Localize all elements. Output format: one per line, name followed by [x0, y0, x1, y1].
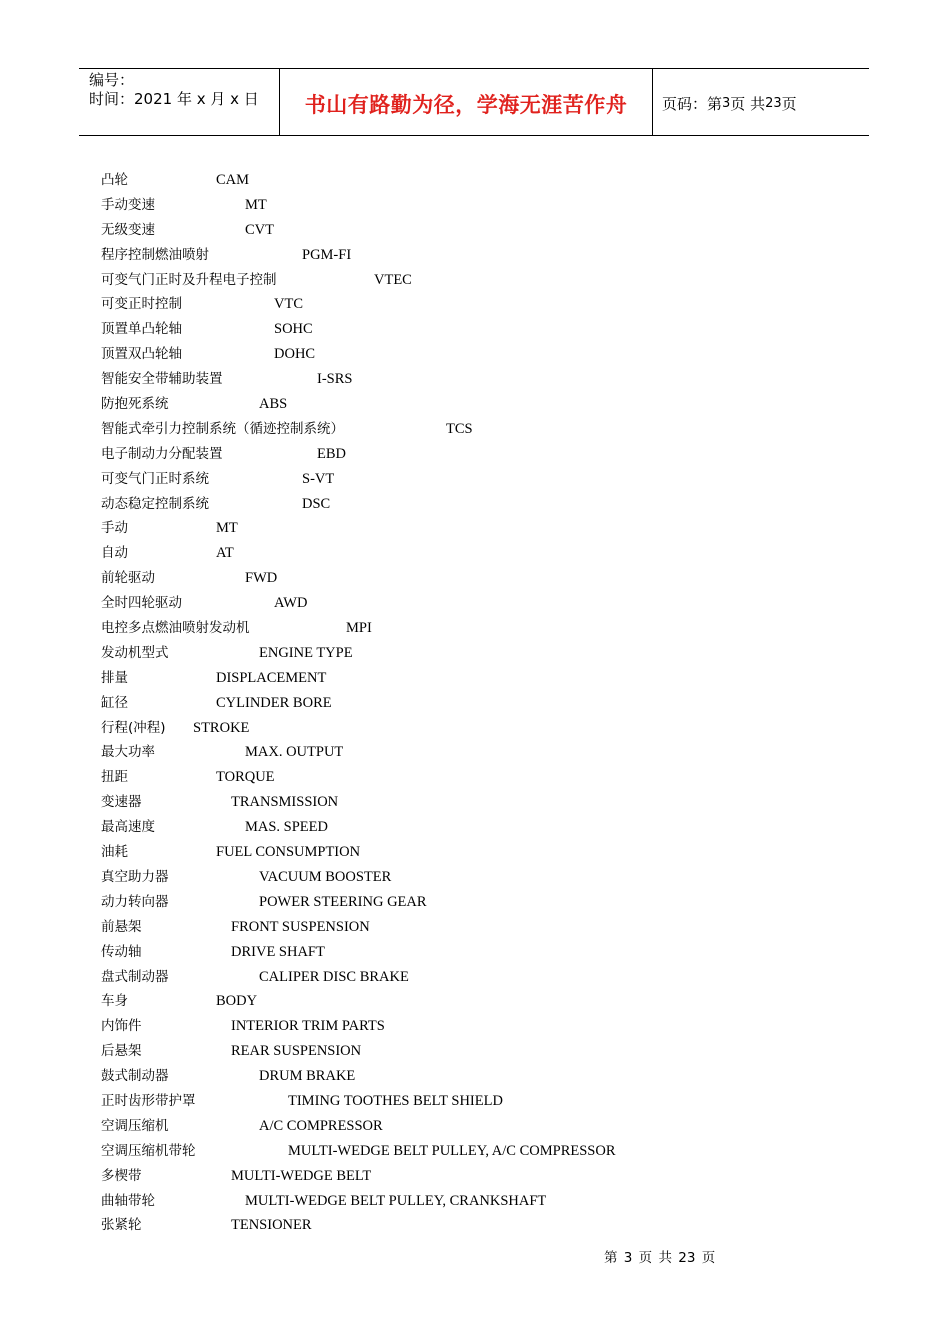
term-row	[101, 1014, 861, 1039]
term-chinese: 后悬架	[101, 1043, 142, 1060]
term-row	[101, 392, 861, 417]
header-motto: 书山有路勤为径，学海无涯苦作舟	[280, 69, 653, 135]
term-english: MPI	[346, 620, 372, 637]
term-english: TIMING TOOTHES BELT SHIELD	[288, 1092, 503, 1109]
term-row	[101, 566, 861, 591]
term-chinese: 顶置单凸轮轴	[101, 321, 182, 338]
term-row	[101, 940, 861, 965]
term-row	[101, 616, 861, 641]
term-chinese: 行程(冲程)	[101, 719, 166, 736]
term-chinese: 张紧轮	[101, 1217, 142, 1234]
term-row	[101, 317, 861, 342]
term-english: MULTI-WEDGE BELT PULLEY, A/C COMPRESSOR	[288, 1142, 616, 1159]
term-english: A/C COMPRESSOR	[259, 1117, 383, 1134]
term-chinese: 最高速度	[101, 819, 155, 836]
header-page-suffix: 页	[781, 94, 797, 113]
term-chinese: 车身	[101, 993, 128, 1010]
header-page-current: 3	[722, 95, 731, 111]
term-row	[101, 641, 861, 666]
term-chinese: 空调压缩机	[101, 1117, 169, 1134]
term-english: MAS. SPEED	[245, 819, 328, 836]
term-chinese: 全时四轮驱动	[101, 595, 182, 612]
term-chinese: 智能安全带辅助装置	[101, 371, 223, 388]
term-english: TRANSMISSION	[231, 794, 339, 811]
header-page-total: 23	[765, 95, 782, 111]
term-english: CALIPER DISC BRAKE	[259, 968, 409, 985]
term-chinese: 防抱死系统	[101, 396, 169, 413]
term-row	[101, 442, 861, 467]
term-english: DRUM BRAKE	[259, 1068, 356, 1085]
term-row	[101, 591, 861, 616]
term-english: AT	[216, 545, 234, 562]
term-chinese: 发动机型式	[101, 644, 169, 661]
term-chinese: 可变正时控制	[101, 296, 182, 313]
term-english: ABS	[259, 396, 288, 413]
document-time-label: 时间：2021 年 x 月 x 日	[89, 90, 259, 108]
term-english: FRONT SUSPENSION	[231, 918, 370, 935]
term-row	[101, 666, 861, 691]
term-row	[101, 1064, 861, 1089]
term-row	[101, 292, 861, 317]
term-english: INTERIOR TRIM PARTS	[231, 1018, 385, 1035]
term-chinese: 排量	[101, 669, 128, 686]
term-english: VACUUM BOOSTER	[259, 868, 392, 885]
term-chinese: 多楔带	[101, 1167, 142, 1184]
term-english: REAR SUSPENSION	[231, 1043, 362, 1060]
term-row	[101, 790, 861, 815]
term-english: PGM-FI	[302, 246, 352, 263]
term-chinese: 无级变速	[101, 221, 155, 238]
term-chinese: 扭距	[101, 769, 128, 786]
term-english: DRIVE SHAFT	[231, 943, 325, 960]
document-number-label: 编号：	[89, 71, 135, 89]
term-chinese: 鼓式制动器	[101, 1068, 169, 1085]
term-english: STROKE	[193, 719, 250, 736]
term-row	[101, 168, 861, 193]
term-english: VTC	[274, 296, 303, 313]
term-chinese: 可变气门正时系统	[101, 470, 209, 487]
header-page-prefix: 页码：第	[662, 94, 723, 113]
term-chinese: 电子制动力分配装置	[101, 445, 223, 462]
term-chinese: 变速器	[101, 794, 142, 811]
term-english: I-SRS	[317, 371, 353, 388]
term-chinese: 手动	[101, 520, 128, 537]
term-row	[101, 815, 861, 840]
term-row	[101, 740, 861, 765]
term-english: AWD	[274, 595, 308, 612]
term-row	[101, 1164, 861, 1189]
term-english: MULTI-WEDGE BELT	[231, 1167, 372, 1184]
term-english: DSC	[302, 495, 331, 512]
term-chinese: 传动轴	[101, 943, 142, 960]
term-row	[101, 243, 861, 268]
term-english: CAM	[216, 172, 250, 188]
term-chinese: 真空助力器	[101, 868, 169, 885]
term-row	[101, 268, 861, 293]
term-chinese: 前轮驱动	[101, 570, 155, 587]
term-english: S-VT	[302, 470, 335, 487]
term-english: TORQUE	[216, 769, 275, 786]
term-row	[101, 890, 861, 915]
term-english: EBD	[317, 445, 346, 462]
term-english: TENSIONER	[231, 1217, 312, 1234]
term-english: CYLINDER BORE	[216, 694, 332, 711]
term-row	[101, 1089, 861, 1114]
term-chinese: 盘式制动器	[101, 968, 169, 985]
term-english: DISPLACEMENT	[216, 669, 327, 686]
term-chinese: 曲轴带轮	[101, 1192, 155, 1209]
term-chinese: 动力转向器	[101, 893, 169, 910]
term-row	[101, 1213, 861, 1238]
term-english: FWD	[245, 570, 278, 587]
term-row	[101, 1189, 861, 1214]
term-row	[101, 193, 861, 218]
term-chinese: 空调压缩机带轮	[101, 1142, 196, 1159]
term-row	[101, 965, 861, 990]
term-english: MT	[216, 520, 238, 537]
term-row	[101, 1039, 861, 1064]
term-chinese: 凸轮	[101, 172, 128, 188]
page-header	[79, 68, 869, 136]
term-chinese: 缸径	[101, 694, 128, 711]
term-chinese: 最大功率	[101, 744, 155, 761]
term-chinese: 手动变速	[101, 196, 155, 213]
term-row	[101, 342, 861, 367]
term-english: FUEL CONSUMPTION	[216, 844, 361, 861]
term-english: ENGINE TYPE	[259, 644, 353, 661]
term-chinese: 智能式牵引力控制系统（循迹控制系统）	[101, 420, 344, 437]
term-row	[101, 516, 861, 541]
term-row	[101, 1114, 861, 1139]
term-row	[101, 417, 861, 442]
term-chinese: 动态稳定控制系统	[101, 495, 209, 512]
glossary-list	[101, 168, 861, 1238]
term-english: DOHC	[274, 346, 316, 363]
header-meta	[79, 69, 280, 135]
term-row	[101, 218, 861, 243]
term-chinese: 电控多点燃油喷射发动机	[101, 620, 250, 637]
term-english: BODY	[216, 993, 258, 1010]
term-row	[101, 865, 861, 890]
term-chinese: 可变气门正时及升程电子控制	[101, 271, 277, 288]
term-row	[101, 492, 861, 517]
term-chinese: 油耗	[101, 844, 128, 861]
term-chinese: 程序控制燃油喷射	[101, 246, 209, 263]
term-row	[101, 541, 861, 566]
term-english: CVT	[245, 221, 274, 238]
term-chinese: 顶置双凸轮轴	[101, 346, 182, 363]
term-english: MAX. OUTPUT	[245, 744, 344, 761]
header-page-info	[653, 69, 869, 135]
term-english: VTEC	[374, 271, 412, 288]
term-row	[101, 989, 861, 1014]
term-english: POWER STEERING GEAR	[259, 893, 427, 910]
header-page-mid: 页 共	[730, 94, 766, 113]
term-english: TCS	[446, 420, 473, 437]
term-row	[101, 367, 861, 392]
term-english: SOHC	[274, 321, 313, 338]
term-row	[101, 765, 861, 790]
term-english: MULTI-WEDGE BELT PULLEY, CRANKSHAFT	[245, 1192, 547, 1209]
term-row	[101, 840, 861, 865]
term-row	[101, 467, 861, 492]
page-footer: 第 3 页 共 23 页	[604, 1250, 716, 1266]
term-chinese: 自动	[101, 545, 128, 562]
term-row	[101, 915, 861, 940]
term-row	[101, 691, 861, 716]
term-chinese: 正时齿形带护罩	[101, 1092, 196, 1109]
term-english: MT	[245, 196, 267, 213]
term-chinese: 前悬架	[101, 918, 142, 935]
term-row	[101, 716, 861, 741]
term-chinese: 内饰件	[101, 1018, 142, 1035]
term-row	[101, 1139, 861, 1164]
